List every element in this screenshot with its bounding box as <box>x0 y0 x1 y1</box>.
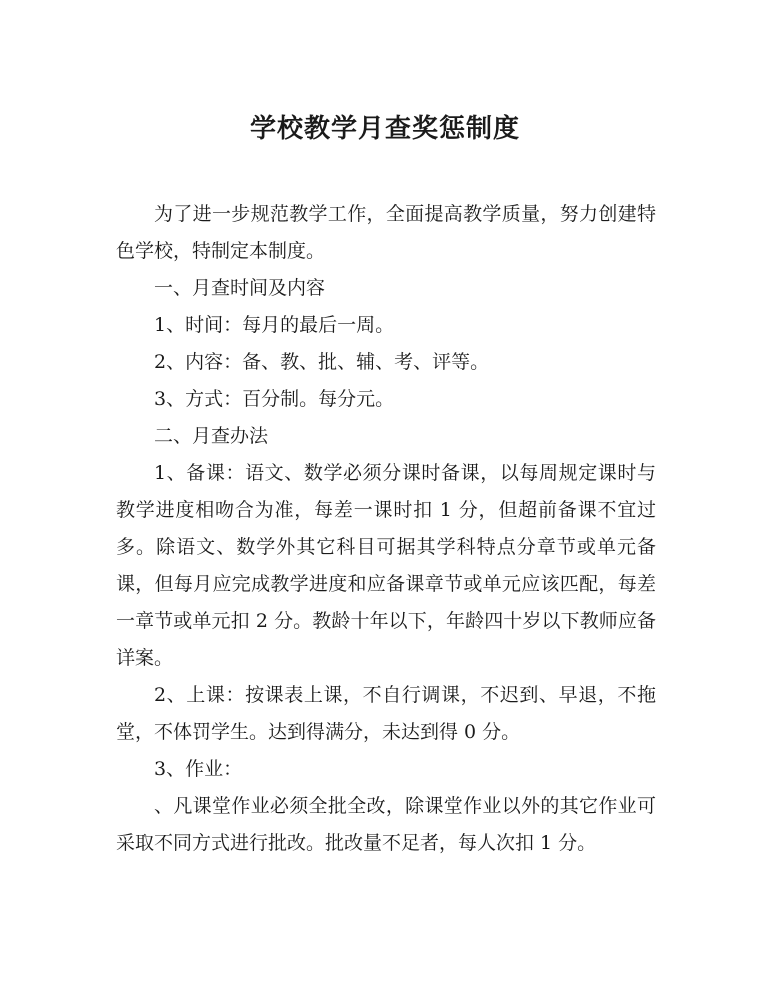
paragraph-time: 1、时间：每月的最后一周。 <box>154 314 395 336</box>
paragraph-homework-detail: 、凡课堂作业必须全批全改，除课堂作业以外的其它作业可采取不同方式进行批改。批改量不足者，每人次扣 1 分。 <box>116 795 656 854</box>
paragraph-content: 2、内容：备、教、批、辅、考、评等。 <box>154 351 490 373</box>
document-title: 学校教学月查奖惩制度 <box>249 114 520 144</box>
paragraph-class: 2、上课：按课表上课，不自行调课，不迟到、早退，不拖堂，不体罚学生。达到得满分，未达到得 0 分。 <box>116 684 656 743</box>
paragraph-intro: 为了进一步规范教学工作，全面提高教学质量，努力创建特色学校，特制定本制度。 <box>116 203 656 262</box>
paragraph-method: 3、方式：百分制。每分元。 <box>154 388 395 410</box>
paragraph-lesson-prep: 1、备课：语文、数学必须分课时备课，以每周规定课时与教学进度相吻合为准，每差一课时扣 1 分，但超前备课不宜过多。除语文、数学外其它科目可据其学科特点分章节或单元备课，但每月应完成教学进度和应备课章节或单元应该匹配，每差一章节或单元扣 2 分。教龄十年以下，年龄四十岁以下教师应备详案。 <box>116 462 656 669</box>
heading-section-1: 一、月查时间及内容 <box>154 277 326 299</box>
heading-section-2: 二、月查办法 <box>154 425 269 447</box>
document-body <box>116 196 656 862</box>
paragraph-homework-heading: 3、作业： <box>154 758 243 780</box>
